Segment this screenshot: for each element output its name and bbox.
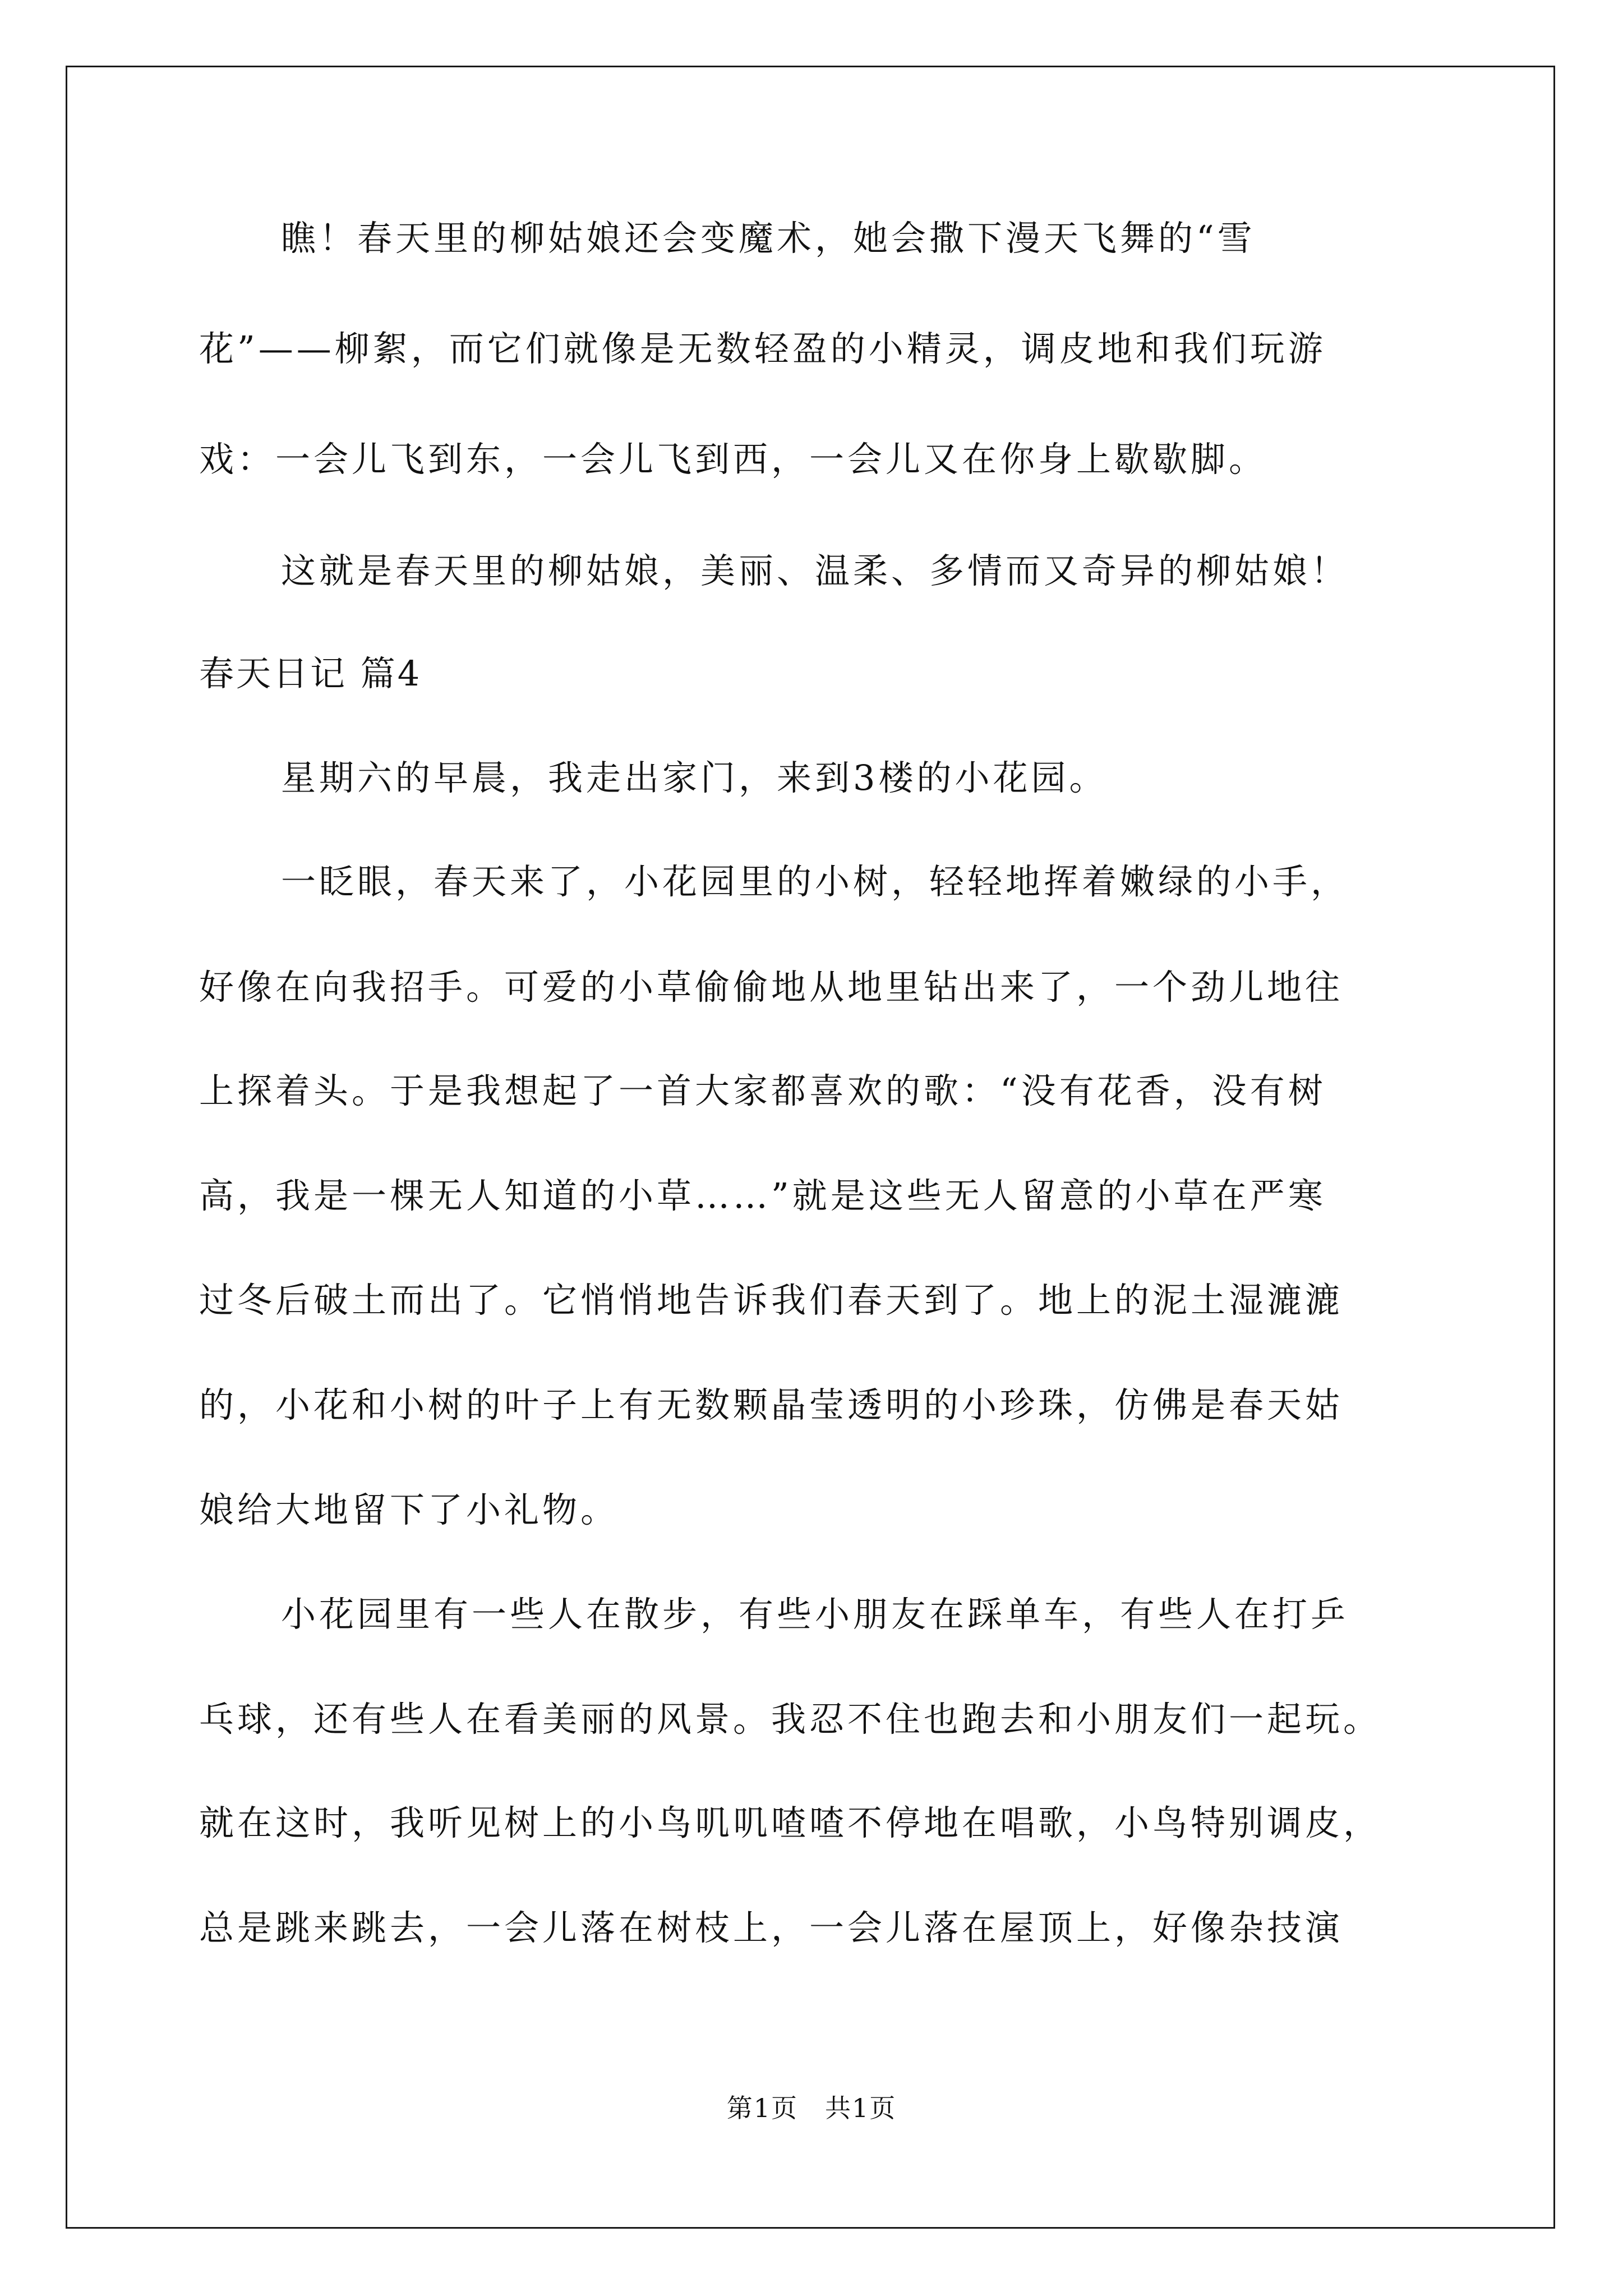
paragraph-line: 的，小花和小树的叶子上有无数颗晶莹透明的小珍珠，仿佛是春天姑 bbox=[199, 1384, 1344, 1425]
paragraph-line: 就在这时，我听见树上的小鸟叽叽喳喳不停地在唱歌，小鸟特别调皮， bbox=[199, 1802, 1382, 1843]
section-heading: 春天日记 篇4 bbox=[199, 653, 422, 694]
paragraph-line: 娘给大地留下了小礼物。 bbox=[199, 1489, 619, 1530]
paragraph-line: 总是跳来跳去，一会儿落在树枝上，一会儿落在屋顶上，好像杂技演 bbox=[199, 1907, 1344, 1948]
paragraph-line: 过冬后破土而出了。它悄悄地告诉我们春天到了。地上的泥土湿漉漉 bbox=[199, 1280, 1344, 1320]
paragraph-line: 这就是春天里的柳姑娘，美丽、温柔、多情而又奇异的柳姑娘！ bbox=[281, 550, 1349, 591]
paragraph-line: 星期六的早晨，我走出家门，来到3楼的小花园。 bbox=[281, 757, 1108, 798]
paragraph-line: 好像在向我招手。可爱的小草偷偷地从地里钻出来了，一个劲儿地往 bbox=[199, 967, 1344, 1007]
paragraph-line: 高，我是一棵无人知道的小草……”就是这些无人留意的小草在严寒 bbox=[199, 1175, 1326, 1216]
paragraph-line: 小花园里有一些人在散步，有些小朋友在踩单车，有些人在打乒 bbox=[281, 1594, 1349, 1635]
paragraph-line: 上探着头。于是我想起了一首大家都喜欢的歌：“没有花香，没有树 bbox=[199, 1070, 1326, 1111]
paragraph-line: 花”——柳絮，而它们就像是无数轻盈的小精灵，调皮地和我们玩游 bbox=[199, 328, 1326, 369]
paragraph-line: 瞧！春天里的柳姑娘还会变魔术，她会撒下漫天飞舞的“雪 bbox=[281, 218, 1256, 259]
paragraph-line: 戏：一会儿飞到东，一会儿飞到西，一会儿又在你身上歇歇脚。 bbox=[199, 439, 1267, 480]
paragraph-line: 一眨眼，春天来了，小花园里的小树，轻轻地挥着嫩绿的小手， bbox=[281, 861, 1349, 902]
page-footer: 第1页 共1页 bbox=[726, 2093, 897, 2123]
paragraph-line: 乓球，还有些人在看美丽的风景。我忍不住也跑去和小朋友们一起玩。 bbox=[199, 1699, 1382, 1740]
